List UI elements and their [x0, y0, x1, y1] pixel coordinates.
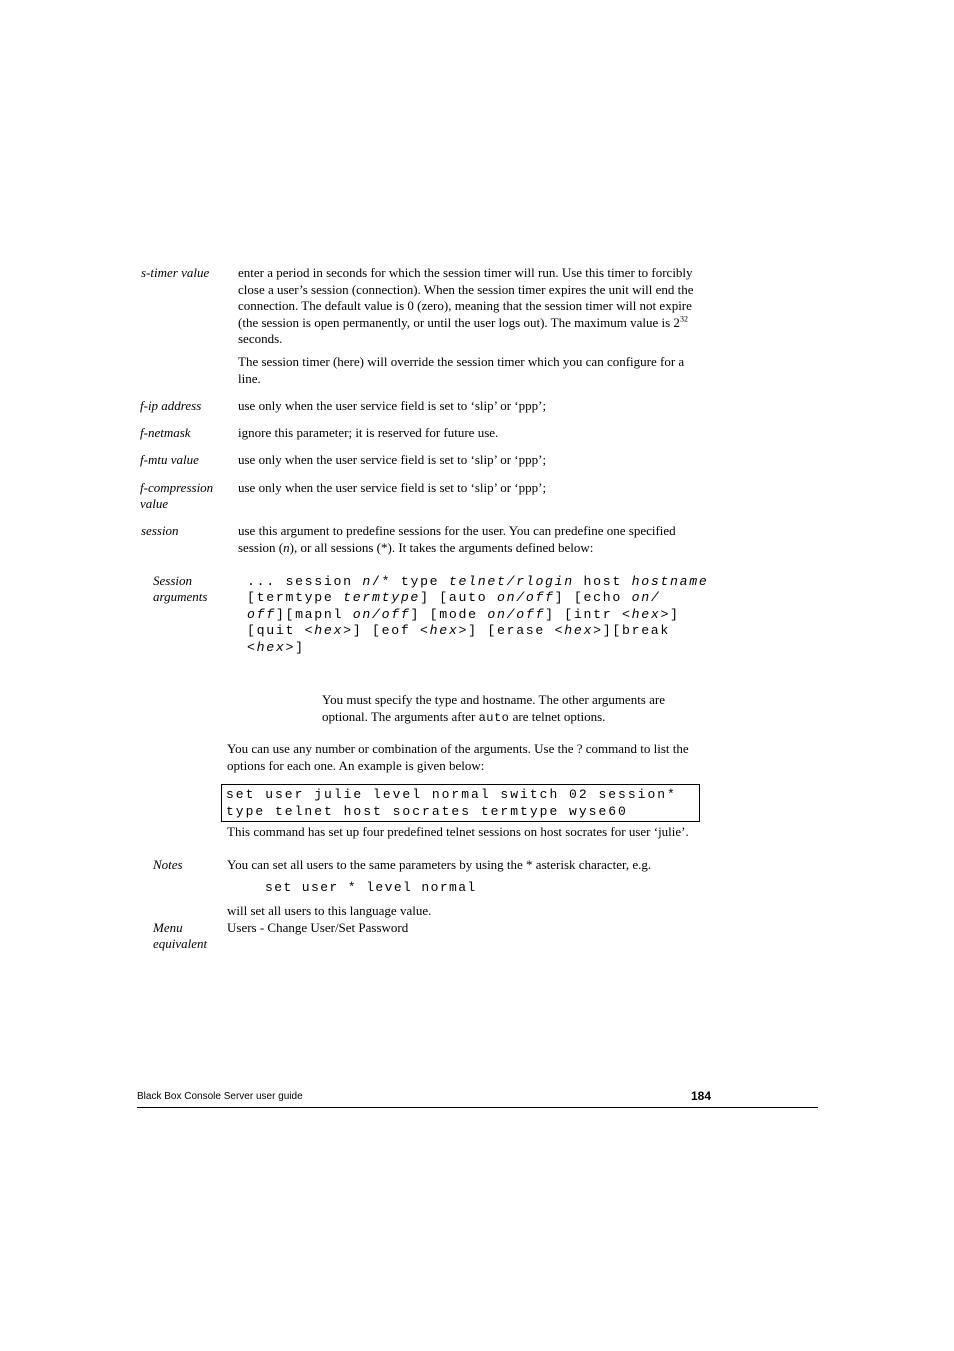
- param-term-f-mtu: f-mtu value: [140, 452, 199, 467]
- param-desc-f-compression: use only when the user service field is set to ‘slip’ or ‘ppp’;: [238, 480, 547, 495]
- session-arguments-label-line1: Session: [153, 573, 192, 588]
- param-desc-f-ip: use only when the user service field is set to ‘slip’ or ‘ppp’;: [238, 398, 547, 413]
- param-desc-f-mtu: use only when the user service field is set to ‘slip’ or ‘ppp’;: [238, 452, 547, 467]
- syntax-line: <hex>]: [247, 639, 305, 655]
- notes-label: Notes: [153, 857, 183, 872]
- param-term-f-ip: f-ip address: [140, 398, 202, 413]
- usage-paragraph: You can use any number or combination of the arguments. Use the ? command to list the options for each one. An example is given below:: [227, 741, 689, 773]
- syntax-line: ... session n/* type telnet/rlogin host hostname: [247, 574, 709, 589]
- param-term-session: session: [141, 523, 179, 538]
- s-timer-desc-tail: seconds.: [238, 331, 283, 346]
- param-desc-session: [238, 523, 698, 556]
- param-term-f-netmask: f-netmask: [140, 425, 191, 440]
- session-desc-n: n: [283, 539, 290, 555]
- syntax-line: [quit <hex>] [eof <hex>] [erase <hex>][break: [247, 623, 671, 639]
- footer-title: Black Box Console Server user guide: [137, 1091, 303, 1102]
- menu-equivalent-label: [153, 920, 207, 952]
- session-args-note: You must specify the type and hostname. The other arguments are optional. The arguments after auto are telnet options.: [322, 692, 665, 725]
- param-desc-s-timer: [238, 265, 698, 348]
- session-arguments-label-line2: arguments: [153, 589, 208, 604]
- example-line-1: set user julie level normal switch 02 session*: [226, 787, 677, 802]
- param-term-f-compression: [140, 480, 213, 512]
- footer-rule: [137, 1107, 818, 1108]
- session-syntax-block: [247, 574, 709, 656]
- example-explanation: This command has set up four predefined telnet sessions on host socrates for user ‘julie’.: [227, 824, 689, 839]
- session-desc-b: ), or all sessions (*). It takes the arguments defined below:: [289, 539, 594, 555]
- example-command-box: [221, 784, 700, 822]
- page-number: 184: [691, 1089, 712, 1103]
- notes-after: will set all users to this language value.: [227, 903, 432, 918]
- param-term-s-timer: s-timer value: [141, 265, 210, 280]
- menu-label-line1: Menu: [153, 920, 183, 935]
- f-compression-term-line2: value: [140, 496, 169, 511]
- menu-label-line2: equivalent: [153, 936, 208, 951]
- session-arguments-label: [153, 573, 207, 605]
- auto-code: auto: [478, 710, 510, 725]
- param-desc-f-netmask: ignore this parameter; it is reserved for future use.: [238, 425, 499, 440]
- notes-text: You can set all users to the same parameters by using the * asterisk character, e.g.: [227, 857, 652, 872]
- example-line-2: type telnet host socrates termtype wyse60: [226, 804, 628, 819]
- session-desc-a: use this argument to predefine sessions for the user. You can predefine one specified session (: [238, 523, 676, 555]
- notes-code: set user * level normal: [265, 880, 477, 895]
- menu-equivalent-text: Users - Change User/Set Password: [227, 920, 409, 935]
- s-timer-override-note: The session timer (here) will override the session timer which you can configure for a line.: [238, 354, 685, 386]
- syntax-line: off][mapnl on/off] [mode on/off] [intr <hex>]: [247, 606, 680, 622]
- syntax-line: [termtype termtype] [auto on/off] [echo on/: [247, 590, 661, 606]
- f-compression-term-line1: f-compression: [140, 480, 214, 495]
- s-timer-exponent: 32: [679, 314, 688, 324]
- s-timer-desc-text: enter a period in seconds for which the session timer will run. Use this timer to forcibly close a user’s session (connection). When the session timer expires the unit will end the connection. The default value is 0 (zero), meaning that the session timer will not expire (the session is open permanently, or until the user logs out). The maximum value is 2: [238, 265, 694, 330]
